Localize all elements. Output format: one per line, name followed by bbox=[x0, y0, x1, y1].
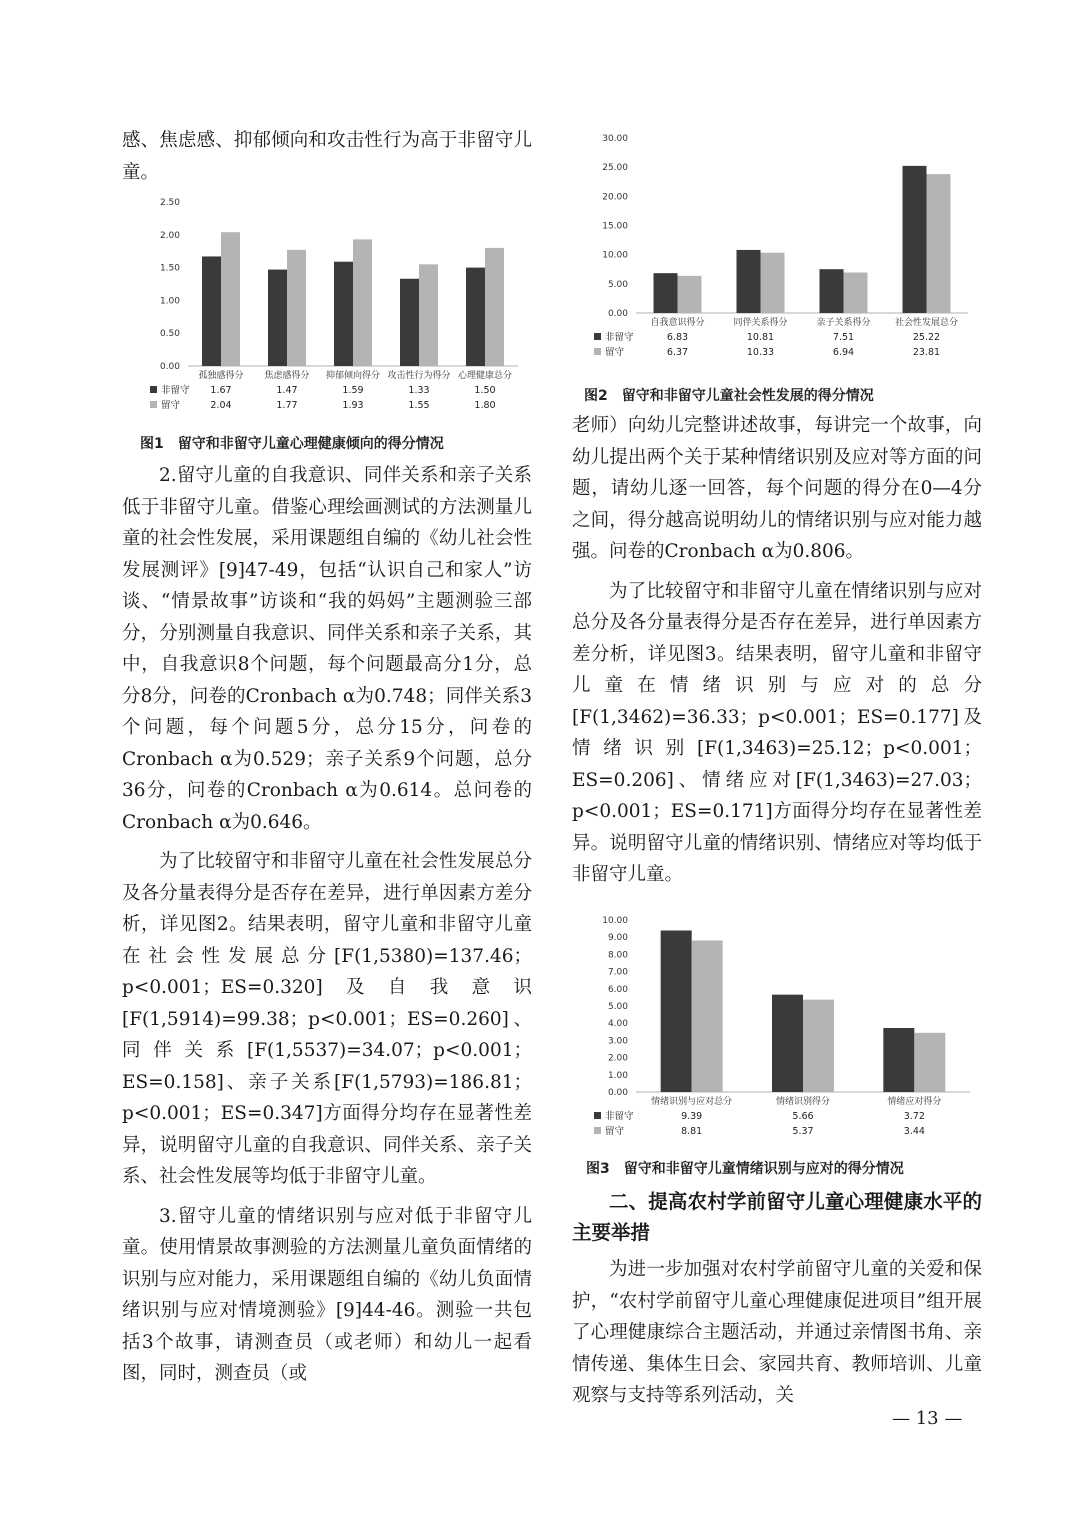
data-table-value: 3.44 bbox=[903, 1126, 925, 1137]
bar-非留守-情绪应对得分 bbox=[883, 1028, 914, 1092]
paragraph-measures: 为进一步加强对农村学前留守儿童的关爱和保护，“农村学前留守儿童心理健康促进项目”组开展了心理健康综合主题活动，并通过亲情图书角、亲情传递、集体生日会、家园共育、教师培训、儿童观察与支持等系列活动，关 bbox=[572, 1259, 982, 1406]
legend-label: 留守 bbox=[161, 400, 181, 411]
y-tick-label: 2.50 bbox=[159, 198, 180, 208]
y-tick-label: 3.00 bbox=[607, 1036, 628, 1047]
data-table-value: 23.81 bbox=[912, 347, 941, 358]
x-category-label: 社会性发展总分 bbox=[894, 318, 959, 328]
data-table-value: 2.04 bbox=[210, 400, 232, 411]
y-tick-label: 1.00 bbox=[607, 1070, 628, 1081]
bar-留守-情绪应对得分 bbox=[914, 1033, 945, 1092]
figure-3-caption: 图3 留守和非留守儿童情绪识别与应对的得分情况 bbox=[586, 1161, 904, 1177]
x-category-label: 心理健康总分 bbox=[457, 371, 513, 381]
data-table-value: 1.50 bbox=[474, 385, 496, 396]
bar-留守-焦虑感得分 bbox=[287, 250, 306, 366]
y-tick-label: 0.50 bbox=[159, 329, 180, 340]
paragraph-continued-right: 老师）向幼儿完整讲述故事，每讲完一个故事，向幼儿提出两个关于某种情绪识别及应对等方面的问题，请幼儿逐一回答，每个问题的得分在0—4分之间，得分越高说明幼儿的情绪识别与应对能力越强。问卷的Cronbach α为0.806。 bbox=[572, 415, 982, 562]
legend-swatch-非留守 bbox=[594, 333, 601, 340]
x-category-label: 情绪识别得分 bbox=[775, 1097, 831, 1107]
data-table-value: 10.33 bbox=[746, 347, 775, 358]
paragraph-figure-3-analysis: 为了比较留守和非留守儿童在情绪识别与应对总分及各分量表得分是否存在差异，进行单因素方差分析，详见图3。结果表明，留守儿童和非留守儿童在情绪识别与应对的总分[F(1,3462)=36.33；p<0.001；ES=0.177]及情绪识别[F(1,3463)=25.12；p<0.001；ES=0.206]、情绪应对[F(1,3463)=27.03；p<0.001；ES=0.171]方面得分均存在显著性差异。说明留守儿童的情绪识别、情绪应对等均低于非留守儿童。 bbox=[572, 580, 982, 885]
bar-留守-攻击性行为得分 bbox=[419, 264, 438, 366]
legend-label: 非留守 bbox=[605, 1111, 634, 1122]
y-tick-label: 9.00 bbox=[607, 933, 628, 944]
y-tick-label: 4.00 bbox=[607, 1019, 628, 1030]
data-table-value: 1.80 bbox=[474, 400, 496, 411]
y-tick-label: 8.00 bbox=[607, 950, 628, 961]
section-heading: 二、提高农村学前留守儿童心理健康水平的主要举措 bbox=[572, 1190, 982, 1244]
bar-非留守-同伴关系得分 bbox=[737, 250, 761, 313]
paragraph-continued: 感、焦虑感、抑郁倾向和攻击性行为高于非留守儿童。 bbox=[122, 130, 532, 183]
data-table-value: 10.81 bbox=[746, 332, 775, 343]
chart-figure-2 bbox=[580, 130, 980, 365]
bar-留守-情绪识别与应对总分 bbox=[692, 940, 723, 1092]
left-column-body bbox=[122, 460, 532, 1390]
x-category-label: 攻击性行为得分 bbox=[387, 371, 451, 381]
data-table-value: 1.33 bbox=[408, 385, 430, 396]
bar-非留守-孤独感得分 bbox=[202, 256, 221, 366]
y-tick-label: 2.00 bbox=[159, 230, 180, 241]
y-tick-label: 2.00 bbox=[607, 1053, 628, 1064]
bar-留守-情绪识别得分 bbox=[803, 1000, 834, 1092]
legend-swatch-留守 bbox=[150, 401, 157, 408]
paragraph-section-3: 3.留守儿童的情绪识别与应对低于非留守儿童。使用情景故事测验的方法测量儿童负面情绪的识别与应对能力，采用课题组自编的《幼儿负面情绪识别与应对情境测验》[9]44-46。测验一共包括3个故事，请测查员（或老师）和幼儿一起看图，同时，测查员（或 bbox=[122, 1205, 532, 1384]
x-category-label: 焦虑感得分 bbox=[264, 371, 310, 381]
y-tick-label: 0.00 bbox=[607, 1088, 628, 1098]
x-category-label: 情绪识别与应对总分 bbox=[651, 1097, 733, 1107]
paragraph-section-2: 2.留守儿童的自我意识、同伴关系和亲子关系低于非留守儿童。借鉴心理绘画测试的方法测量儿童的社会性发展，采用课题组自编的《幼儿社会性发展测评》[9]47-49，包括“认识自己和家人”访谈、“情景故事”访谈和“我的妈妈”主题测验三部分，分别测量自我意识、同伴关系和亲子关系，其中，自我意识8个问题，每个问题最高分1分，总分8分，问卷的Cronbach α为0.748；同伴关系3个问题，每个问题5分，总分15分，问卷的Cronbach α为0.529；亲子关系9个问题，总分36分，问卷的Cronbach α为0.614。总问卷的Cronbach α为0.646。 bbox=[122, 465, 532, 833]
y-tick-label: 25.00 bbox=[602, 163, 628, 174]
y-tick-label: 10.00 bbox=[602, 250, 628, 261]
bar-非留守-攻击性行为得分 bbox=[400, 279, 419, 366]
right-column-bottom bbox=[572, 1186, 982, 1412]
bar-非留守-心理健康总分 bbox=[466, 268, 485, 366]
data-table-value: 7.51 bbox=[832, 332, 855, 343]
y-tick-label: 15.00 bbox=[602, 221, 628, 232]
x-category-label: 同伴关系得分 bbox=[733, 318, 788, 328]
page-number: — 13 — bbox=[892, 1408, 963, 1429]
data-table-value: 6.94 bbox=[832, 347, 855, 358]
data-table-value: 1.77 bbox=[276, 400, 298, 411]
bar-留守-抑郁倾向得分 bbox=[353, 239, 372, 366]
bar-留守-心理健康总分 bbox=[485, 248, 504, 366]
chart-figure-1 bbox=[148, 190, 528, 420]
data-table-value: 3.72 bbox=[903, 1111, 925, 1122]
x-category-label: 亲子关系得分 bbox=[816, 318, 871, 328]
right-column-top bbox=[572, 410, 982, 891]
bar-非留守-亲子关系得分 bbox=[820, 269, 844, 313]
figure-2-caption: 图2 留守和非留守儿童社会性发展的得分情况 bbox=[584, 388, 874, 404]
y-tick-label: 0.00 bbox=[159, 362, 180, 372]
data-table-value: 1.67 bbox=[210, 385, 232, 396]
y-tick-label: 7.00 bbox=[607, 967, 628, 978]
bar-留守-社会性发展总分 bbox=[927, 174, 951, 313]
bar-非留守-抑郁倾向得分 bbox=[334, 262, 353, 366]
paragraph-figure-2-analysis: 为了比较留守和非留守儿童在社会性发展总分及各分量表得分是否存在差异，进行单因素方差分析，详见图2。结果表明，留守儿童和非留守儿童在社会性发展总分[F(1,5380)=137.46；p<0.001；ES=0.320]及自我意识[F(1,5914)=99.38；p<0.001；ES=0.260]、同伴关系[F(1,5537)=34.07；p<0.001；ES=0.158]、亲子关系[F(1,5793)=186.81；p<0.001；ES=0.347]方面得分均存在显著性差异，说明留守儿童的自我意识、同伴关系、亲子关系、社会性发展等均低于非留守儿童。 bbox=[122, 851, 532, 1187]
x-category-label: 孤独感得分 bbox=[198, 371, 244, 381]
y-tick-label: 30.00 bbox=[602, 134, 628, 144]
y-tick-label: 1.50 bbox=[159, 263, 180, 274]
y-tick-label: 1.00 bbox=[159, 296, 180, 307]
data-table-value: 9.39 bbox=[681, 1111, 703, 1122]
data-table-value: 1.55 bbox=[408, 400, 430, 411]
x-category-label: 情绪应对得分 bbox=[887, 1097, 942, 1107]
y-tick-label: 5.00 bbox=[607, 1002, 628, 1012]
data-table-value: 1.47 bbox=[276, 385, 298, 396]
legend-swatch-非留守 bbox=[594, 1112, 601, 1119]
bar-留守-同伴关系得分 bbox=[761, 253, 785, 313]
legend-swatch-非留守 bbox=[150, 386, 157, 393]
x-category-label: 抑郁倾向得分 bbox=[325, 371, 381, 381]
y-tick-label: 5.00 bbox=[607, 279, 628, 290]
y-tick-label: 20.00 bbox=[602, 192, 628, 203]
legend-label: 留守 bbox=[605, 347, 625, 358]
data-table-value: 5.37 bbox=[792, 1126, 814, 1137]
bar-非留守-情绪识别得分 bbox=[772, 995, 803, 1092]
bar-非留守-自我意识得分 bbox=[654, 273, 678, 313]
legend-swatch-留守 bbox=[594, 348, 601, 355]
data-table-value: 1.59 bbox=[342, 385, 364, 396]
data-table-value: 6.37 bbox=[666, 347, 689, 358]
data-table-value: 8.81 bbox=[681, 1126, 703, 1137]
bar-非留守-社会性发展总分 bbox=[903, 166, 927, 313]
y-tick-label: 0.00 bbox=[607, 309, 628, 319]
bar-留守-自我意识得分 bbox=[678, 276, 702, 313]
bar-非留守-情绪识别与应对总分 bbox=[661, 930, 692, 1092]
bar-留守-亲子关系得分 bbox=[844, 273, 868, 313]
bar-非留守-焦虑感得分 bbox=[268, 270, 287, 366]
figure-1-caption: 图1 留守和非留守儿童心理健康倾向的得分情况 bbox=[140, 436, 444, 452]
bar-留守-孤独感得分 bbox=[221, 232, 240, 366]
legend-label: 非留守 bbox=[161, 385, 190, 396]
chart-figure-3 bbox=[588, 910, 978, 1150]
legend-label: 非留守 bbox=[605, 332, 634, 343]
y-tick-label: 6.00 bbox=[607, 984, 628, 995]
legend-swatch-留守 bbox=[594, 1127, 601, 1134]
data-table-value: 5.66 bbox=[792, 1111, 814, 1122]
data-table-value: 25.22 bbox=[912, 332, 941, 343]
y-tick-label: 10.00 bbox=[602, 916, 628, 926]
data-table-value: 6.83 bbox=[666, 332, 689, 343]
legend-label: 留守 bbox=[605, 1126, 625, 1137]
x-category-label: 自我意识得分 bbox=[650, 318, 705, 328]
data-table-value: 1.93 bbox=[342, 400, 364, 411]
